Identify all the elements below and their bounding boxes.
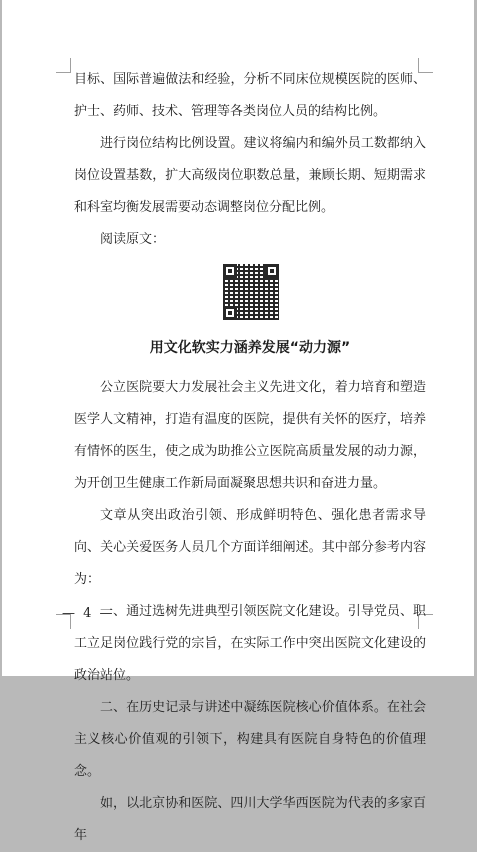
qr-code-container xyxy=(74,258,426,328)
section-title: 用文化软实力涵养发展“动力源” xyxy=(149,340,351,356)
paragraph: 进行岗位结构比例设置。建议将编内和编外员工数都纳入岗位设置基数，扩大高级岗位职数总量，兼顾长期、短期需求和科室均衡发展需要动态调整岗位分配比例。 xyxy=(74,136,426,215)
bottom-paragraphs xyxy=(74,372,426,852)
paragraph: 阅读原文： xyxy=(100,232,166,247)
paragraph: 公立医院要大力发展社会主义先进文化，着力培育和塑造医学人文精神，打造有温度的医院，提供有关怀的医疗，培养有情怀的医生，使之成为助推公立医院高质量发展的动力源，为开创卫生健康工作新局面凝聚思想共识和奋进力量。 xyxy=(74,380,426,491)
top-paragraphs xyxy=(74,64,426,256)
paragraph: 如，以北京协和医院、四川大学华西医院为代表的多家百年 xyxy=(74,796,426,843)
document-page xyxy=(2,0,474,843)
page-number: — 4 — xyxy=(62,606,115,621)
qr-finder-pattern xyxy=(223,306,237,320)
paragraph: 二、在历史记录与讲述中凝练医院核心价值体系。在社会主义核心价值观的引领下，构建具有医院自身特色的价值理念。 xyxy=(74,700,426,779)
crop-mark-top-left xyxy=(56,58,71,73)
paragraph: 目标、国际普遍做法和经验，分析不同床位规模医院的医师、护士、药师、技术、管理等各类岗位人员的结构比例。 xyxy=(74,72,426,119)
paragraph: 文章从突出政治引领、形成鲜明特色、强化患者需求导向、关心关爱医务人员几个方面详细阐述。其中部分参考内容为： xyxy=(74,508,426,587)
document-body xyxy=(74,64,426,852)
qr-finder-pattern xyxy=(265,264,279,278)
qr-code-icon[interactable] xyxy=(223,264,279,320)
paragraph: 一、通过选树先进典型引领医院文化建设。引导党员、职工立足岗位践行党的宗旨，在实际工作中突出医院文化建设的政治站位。 xyxy=(74,604,426,683)
qr-finder-pattern xyxy=(223,264,237,278)
